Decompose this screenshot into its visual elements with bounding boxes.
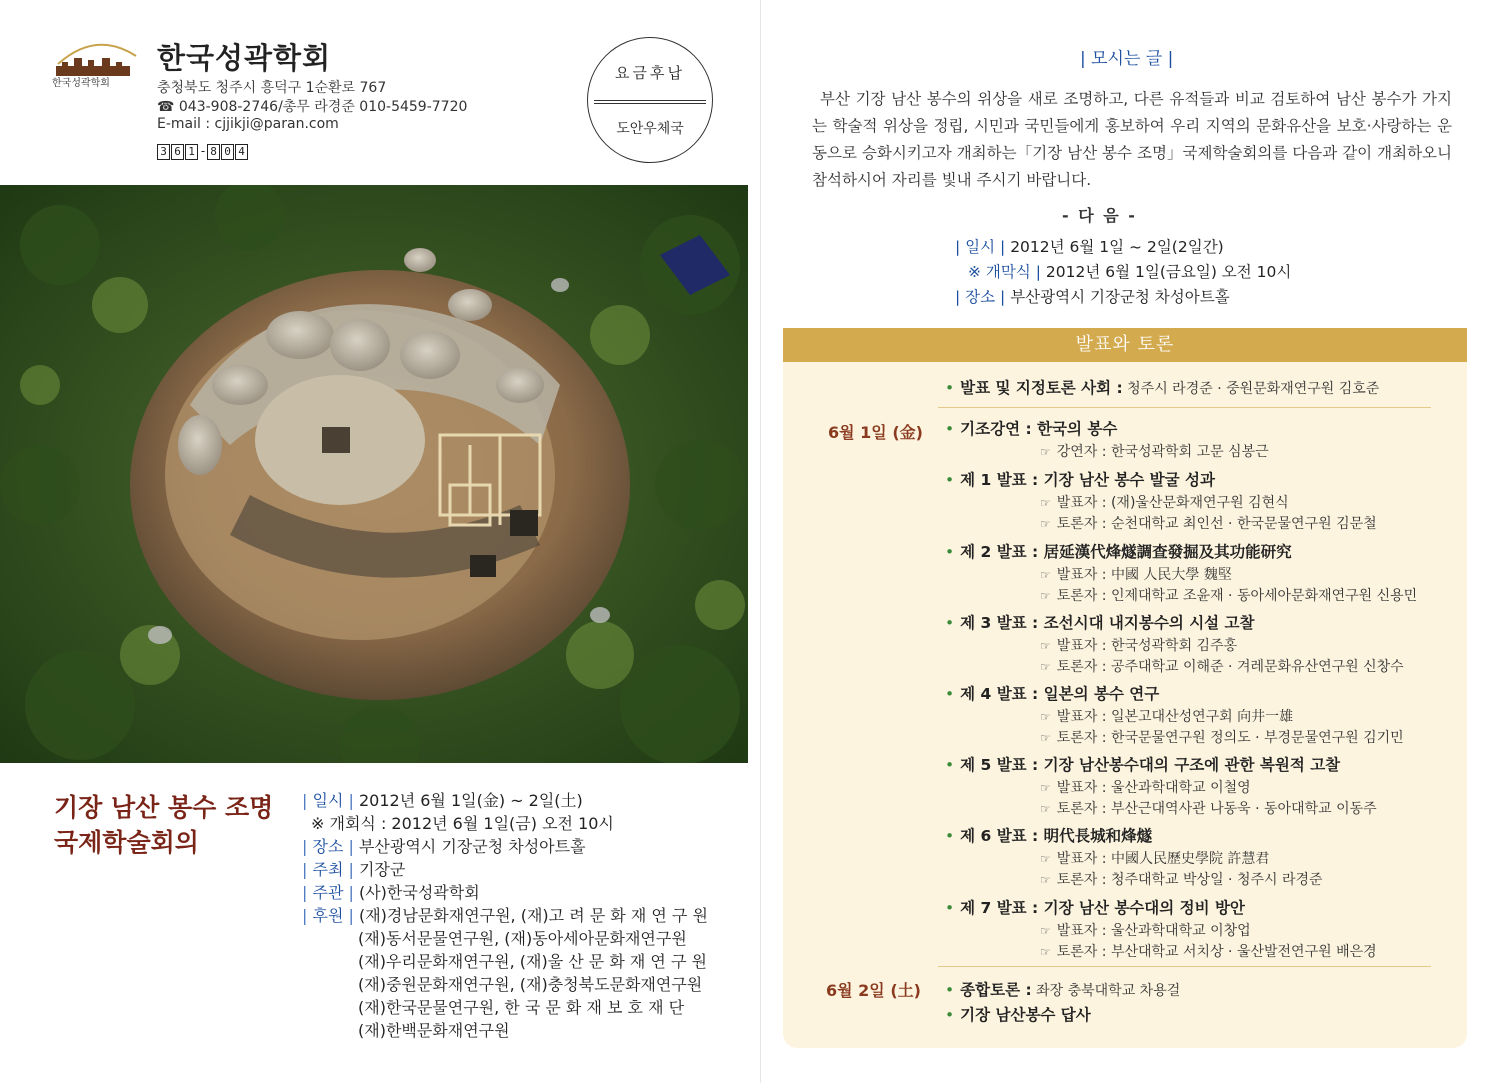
schedule-date-value: 2012년 6월 1일 ~ 2일(2일간) <box>1010 238 1224 256</box>
program-sub-text: 발표자 : 한국성곽학회 김주홍 <box>1056 638 1238 654</box>
moderator-head: 발표 및 지정토론 사회 : <box>960 379 1123 397</box>
pointing-hand-icon: ☞ <box>1040 924 1051 938</box>
schedule-place: | 장소 | 부산광역시 기장군청 차성아트홀 <box>955 288 1230 306</box>
program-sub <box>1040 777 1251 797</box>
program-sub-text: 토론자 : 부산대학교 서치상 · 울산발전연구원 배은경 <box>1056 944 1377 960</box>
postage-stamp <box>587 37 713 163</box>
invitation-title: | 모시는 글 | <box>1080 49 1174 69</box>
info-place-value: 부산광역시 기장군청 차성아트홀 <box>358 837 586 856</box>
program-item-head: 제 4 발표 : 일본의 봉수 연구 <box>960 685 1160 703</box>
program-sub <box>1040 798 1377 818</box>
bullet-icon: • <box>945 756 955 774</box>
pointing-hand-icon: ☞ <box>1040 945 1051 959</box>
program-item-head: 기조강연 : 한국의 봉수 <box>960 420 1118 438</box>
program-sub <box>1040 706 1293 726</box>
org-phone: ☎ 043-908-2746/총무 라경준 010-5459-7720 <box>157 99 468 115</box>
pointing-hand-icon: ☞ <box>1040 589 1051 603</box>
program-item <box>945 978 1180 1000</box>
program-sub <box>1040 441 1269 461</box>
bullet-icon: • <box>945 614 955 632</box>
stamp-line2: 도안우체국 <box>616 121 684 137</box>
program-sub <box>1040 513 1377 533</box>
bullet-icon: • <box>945 379 955 397</box>
bullet-icon: • <box>945 471 955 489</box>
program-sub-text: 토론자 : 순천대학교 최인선 · 한국문물연구원 김문철 <box>1056 516 1377 532</box>
divider <box>938 407 1431 408</box>
program-item-head: 기장 남산봉수 답사 <box>960 1006 1091 1024</box>
moderator-names: 청주시 라경준 · 중원문화재연구원 김호준 <box>1122 381 1380 397</box>
org-address: 충청북도 청주시 흥덕구 1순환로 767 <box>157 80 387 96</box>
program-sub <box>1040 727 1404 747</box>
info-sponsor: | 후원 | (재)경남문화재연구원, (재)고 려 문 화 재 연 구 원 <box>302 906 708 925</box>
bullet-icon: • <box>945 543 955 561</box>
sponsor-line: (재)경남문화재연구원, (재)고 려 문 화 재 연 구 원 <box>358 906 708 925</box>
logo-caption: 한국성곽학회 <box>52 78 110 89</box>
program-item <box>945 468 1215 490</box>
moderator-item <box>945 376 1379 398</box>
info-date-value: 2012년 6월 1일(金) ~ 2일(土) <box>358 791 583 810</box>
program-item-rest: 좌장 충북대학교 차용걸 <box>1031 983 1181 999</box>
postal-digit: 4 <box>235 144 248 160</box>
org-name: 한국성곽학회 <box>157 41 332 75</box>
program-sub-text: 토론자 : 인제대학교 조윤재 · 동아세아문화재연구원 신용민 <box>1056 588 1418 604</box>
program-sub-text: 발표자 : 울산과학대학교 이철영 <box>1056 780 1251 796</box>
day2-label: 6월 2일 (土) <box>826 981 921 1000</box>
program-sub-text: 발표자 : 일본고대산성연구회 向井一雄 <box>1056 709 1294 725</box>
program-sub <box>1040 564 1232 584</box>
schedule-opening-value: 2012년 6월 1일(금요일) 오전 10시 <box>1045 263 1292 281</box>
program-sub-text: 발표자 : 中國 人民大學 魏堅 <box>1056 567 1232 583</box>
bullet-icon: • <box>945 981 955 999</box>
program-item <box>945 417 1117 439</box>
postal-code <box>157 144 249 160</box>
program-sub <box>1040 941 1377 961</box>
program-sub-text: 토론자 : 부산근대역사관 나동욱 · 동아대학교 이동주 <box>1056 801 1377 817</box>
program-sub <box>1040 492 1289 512</box>
schedule-place-value: 부산광역시 기장군청 차성아트홀 <box>1010 288 1230 306</box>
pointing-hand-icon: ☞ <box>1040 802 1051 816</box>
program-item-head: 제 2 발표 : 居延漢代烽燧調查發掘及其功能研究 <box>960 543 1292 561</box>
program-item <box>945 682 1159 704</box>
schedule-date-label: 일시 <box>965 238 996 256</box>
program-sub-text: 강연자 : 한국성곽학회 고문 심봉근 <box>1056 444 1269 460</box>
program-item-head: 제 3 발표 : 조선시대 내지봉수의 시설 고찰 <box>960 614 1255 632</box>
info-host-value: 기장군 <box>358 860 406 879</box>
bullet-icon: • <box>945 827 955 845</box>
postal-digit: 3 <box>157 144 170 160</box>
bullet-icon: • <box>945 899 955 917</box>
aerial-site-photo <box>0 185 748 763</box>
bullet-icon: • <box>945 1006 955 1024</box>
info-sponsor-label: 후원 <box>312 906 344 925</box>
program-item-head: 제 1 발표 : 기장 남산 봉수 발굴 성과 <box>960 471 1215 489</box>
pointing-hand-icon: ☞ <box>1040 731 1051 745</box>
postal-digit: 1 <box>185 144 198 160</box>
info-organizer: | 주관 | (사)한국성곽학회 <box>302 883 480 902</box>
program-sub <box>1040 869 1323 889</box>
details-heading: - 다 음 - <box>1062 206 1137 225</box>
pointing-hand-icon: ☞ <box>1040 852 1051 866</box>
program-sub <box>1040 585 1417 605</box>
event-title-line2: 국제학술회의 <box>54 828 199 857</box>
sponsor-line: (재)중원문화재연구원, (재)충청북도문화재연구원 <box>358 975 703 994</box>
divider <box>938 966 1431 967</box>
pointing-hand-icon: ☞ <box>1040 568 1051 582</box>
invitation-body <box>812 86 1452 194</box>
sponsor-line: (재)한국문물연구원, 한 국 문 화 재 보 호 재 단 <box>358 998 685 1017</box>
program-header: 발표와 토론 <box>783 328 1467 362</box>
pointing-hand-icon: ☞ <box>1040 873 1051 887</box>
schedule-opening: ※ 개막식 | 2012년 6월 1일(금요일) 오전 10시 <box>968 263 1292 281</box>
program-item-head: 종합토론 : <box>960 981 1032 999</box>
event-title-line1: 기장 남산 봉수 조명 <box>54 793 274 822</box>
program-sub <box>1040 848 1269 868</box>
event-title <box>54 790 273 860</box>
info-place-label: 장소 <box>312 837 344 856</box>
sponsor-line: (재)한백문화재연구원 <box>358 1021 510 1040</box>
program-item <box>945 611 1254 633</box>
info-date: | 일시 | 2012년 6월 1일(金) ~ 2일(土) <box>302 791 583 810</box>
postal-digit: 0 <box>221 144 234 160</box>
invitation-text: 부산 기장 남산 봉수의 위상을 새로 조명하고, 다른 유적들과 비교 검토하여 남산 봉수가 가지는 학술적 위상을 정립, 시민과 국민들에게 홍보하여 우리 지역의 문화유산을 보호·사랑하는 운동으로 승화시키고자 개최하는「기장 남산 봉수 조명」국제학술회의를 다음과 같이 개최하오니 참석하시어 자리를 빛내 주시기 바랍니다. <box>812 90 1452 189</box>
day1-label: 6월 1일 (金) <box>828 423 923 442</box>
schedule-opening-label: ※ 개막식 <box>968 263 1031 281</box>
postal-digit: 8 <box>207 144 220 160</box>
info-organizer-label: 주관 <box>312 883 344 902</box>
sponsor-line: (재)동서문물연구원, (재)동아세아문화재연구원 <box>358 929 687 948</box>
pointing-hand-icon: ☞ <box>1040 660 1051 674</box>
info-date-label: 일시 <box>312 791 344 810</box>
sponsor-line: (재)우리문화재연구원, (재)울 산 문 화 재 연 구 원 <box>358 952 707 971</box>
info-organizer-value: (사)한국성곽학회 <box>358 883 480 902</box>
postal-dash: - <box>200 144 206 158</box>
postal-digit: 6 <box>171 144 184 160</box>
org-logo <box>52 36 140 90</box>
bullet-icon: • <box>945 420 955 438</box>
program-sub-text: 토론자 : 공주대학교 이해준 · 겨레문화유산연구원 신창수 <box>1056 659 1404 675</box>
pointing-hand-icon: ☞ <box>1040 445 1051 459</box>
stamp-line1: 요금후납 <box>615 64 685 82</box>
program-sub <box>1040 635 1237 655</box>
bullet-icon: • <box>945 685 955 703</box>
program-item <box>945 540 1292 562</box>
program-item <box>945 753 1340 775</box>
program-item-head: 제 6 발표 : 明代長城和烽燧 <box>960 827 1153 845</box>
program-item <box>945 896 1245 918</box>
program-item-head: 제 7 발표 : 기장 남산 봉수대의 정비 방안 <box>960 899 1245 917</box>
program-sub-text: 토론자 : 청주대학교 박상일 · 청주시 라경준 <box>1056 872 1323 888</box>
program-item <box>945 824 1152 846</box>
program-sub-text: 발표자 : 中國人民歷史學院 許慧君 <box>1056 851 1270 867</box>
pointing-hand-icon: ☞ <box>1040 639 1051 653</box>
pointing-hand-icon: ☞ <box>1040 781 1051 795</box>
stamp-divider <box>594 103 706 104</box>
program-sub <box>1040 656 1404 676</box>
info-host: | 주최 | 기장군 <box>302 860 406 879</box>
program-sub-text: 토론자 : 한국문물연구원 정의도 · 부경문물연구원 김기민 <box>1056 730 1404 746</box>
program-item <box>945 1003 1091 1025</box>
schedule-date: | 일시 | 2012년 6월 1일 ~ 2일(2일간) <box>955 238 1224 256</box>
stamp-divider <box>594 100 706 101</box>
program-item-head: 제 5 발표 : 기장 남산봉수대의 구조에 관한 복원적 고찰 <box>960 756 1341 774</box>
schedule-place-label: 장소 <box>965 288 996 306</box>
program-sub <box>1040 920 1251 940</box>
info-opening: ※ 개회식 : 2012년 6월 1일(금) 오전 10시 <box>311 814 614 833</box>
pointing-hand-icon: ☞ <box>1040 517 1051 531</box>
program-sub-text: 발표자 : (재)울산문화재연구원 김현식 <box>1056 495 1289 511</box>
info-host-label: 주최 <box>312 860 344 879</box>
pointing-hand-icon: ☞ <box>1040 710 1051 724</box>
page-fold <box>760 0 761 1083</box>
program-sub-text: 발표자 : 울산과학대학교 이창업 <box>1056 923 1251 939</box>
org-email: E-mail : cjjikji@paran.com <box>157 116 339 132</box>
info-place: | 장소 | 부산광역시 기장군청 차성아트홀 <box>302 837 586 856</box>
pointing-hand-icon: ☞ <box>1040 496 1051 510</box>
